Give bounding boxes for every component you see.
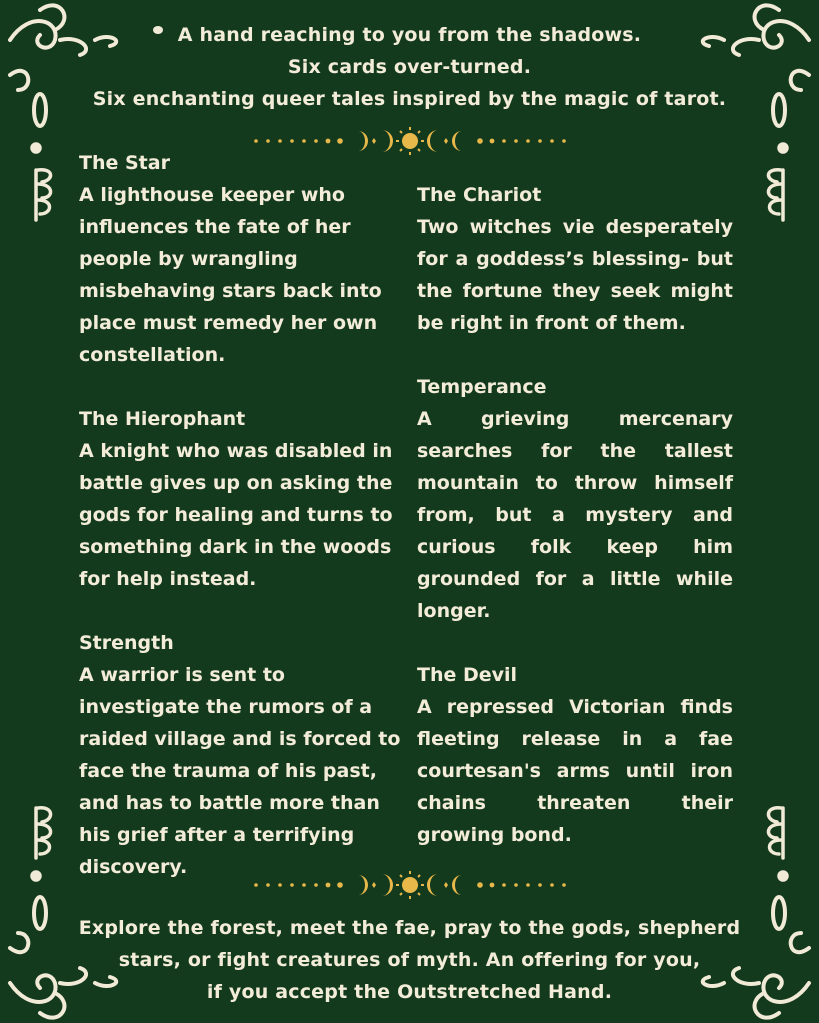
- story-title: The Devil: [417, 664, 518, 686]
- story-title: The Hierophant: [79, 408, 246, 430]
- story-description: A grieving mercenary searches for the tallest mountain to throw himself from, but a mystery and curious folk keep him grounded for a little while longer.: [417, 408, 733, 622]
- story-card: [417, 371, 733, 627]
- leaf-sprig-icon: [755, 800, 795, 910]
- story-card: [79, 403, 401, 595]
- story-description: A warrior is sent to investigate the rumors of a raided village and is forced to face the trauma of his past, and has to battle more than his grief after a terrifying discovery.: [79, 664, 401, 878]
- leaf-sprig-icon: [24, 800, 64, 910]
- closing-line: Explore the forest, meet the fae, pray to the gods, shepherd: [78, 917, 741, 939]
- story-description: A repressed Victorian finds fleeting release in a fae courtesan's arms until iron chains threaten their growing bond.: [417, 696, 733, 846]
- story-card: [79, 627, 401, 883]
- story-title: Strength: [79, 632, 174, 654]
- story-description: A knight who was disabled in battle gives up on asking the gods for healing and turns to something dark in the woods for help instead.: [79, 440, 393, 590]
- stories-right-column: [417, 179, 733, 883]
- leaf-sprig-icon: [755, 140, 795, 250]
- closing-text: [0, 912, 819, 1008]
- intro-line: A hand reaching to you from the shadows.: [177, 24, 642, 46]
- leaf-sprig-icon: [24, 140, 64, 250]
- story-title: Temperance: [417, 376, 547, 398]
- story-description: A lighthouse keeper who influences the fate of her people by wrangling misbehaving stars back into place must remedy her own constellation.: [79, 184, 382, 366]
- stories-left-column: [79, 147, 401, 915]
- intro-line: Six enchanting queer tales inspired by the magic of tarot.: [92, 88, 727, 110]
- story-card: [79, 147, 401, 371]
- closing-line: if you accept the Outstretched Hand.: [206, 981, 613, 1003]
- story-card: [417, 179, 733, 339]
- story-card: [417, 659, 733, 851]
- intro-text: [0, 19, 819, 115]
- closing-line: stars, or fight creatures of myth. An offering for you,: [118, 949, 701, 971]
- story-title: The Chariot: [417, 184, 542, 206]
- story-title: The Star: [79, 152, 170, 174]
- intro-line: Six cards over-turned.: [287, 56, 532, 78]
- story-description: Two witches vie desperately for a goddess’s blessing- but the fortune they seek might be right in front of them.: [417, 216, 733, 334]
- sun-moon-divider-icon: [248, 870, 572, 900]
